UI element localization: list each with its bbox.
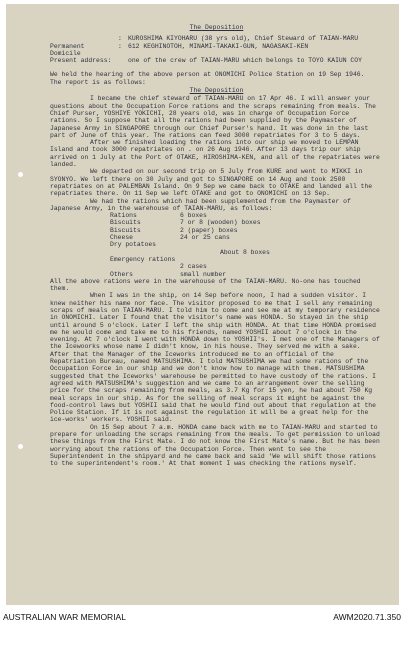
header-sep xyxy=(118,57,128,64)
punch-hole xyxy=(18,172,23,177)
body-paragraph: We departed on our second trip on 5 July from KURE and went to MIKKI in SYONYO. We left there on 30 July and got to SINGAPORE on 14 Aug and took 2500 repatriates on at PALEMBAN Island. On 9 Sep we came back to OTAKE and landed all the repatriates there. On 11 Sep we left OTAKE and got to ONOMICHI on 13 Sep. xyxy=(50,168,373,198)
intro-paragraph: The report is as follows: xyxy=(50,78,146,86)
archive-id: AWM2020.71.350 xyxy=(333,612,401,622)
section-heading: The Deposition xyxy=(189,87,244,95)
header-label: Permanent Domicile xyxy=(50,42,85,57)
body-paragraph: After we finished loading the rations into our ship we moved to LEMPAN Island and took 3000 repatriates on . on 26 Aug 1946. After 13 days trip our ship arrived on 1 July at the Port of OTAKE, HIROSHIMA-KEN, and all of the repatriates were landed. xyxy=(50,139,380,169)
list-item: Biscuits 2 (paper) boxes xyxy=(110,226,238,234)
header-row xyxy=(50,57,383,64)
header-label: Present address: xyxy=(50,57,112,65)
header-block xyxy=(50,35,383,64)
intro-paragraph: We held the hearing of the above person at ONOMICHI Police Station on 19 Sep 1946. xyxy=(50,71,365,79)
list-item: About 8 boxes xyxy=(220,248,270,256)
list-item: Others small number xyxy=(110,270,227,278)
list-item: Biscuits 7 or 8 (wooden) boxes xyxy=(110,219,261,227)
header-sep: : xyxy=(118,42,122,50)
document-page xyxy=(6,4,399,605)
header-label xyxy=(50,35,118,42)
document-title: The Deposition xyxy=(189,24,244,31)
body-paragraph: On 15 Sep about 7 a.m. HONDA came back with me to TAIAN-MARU and started to prepare for unloading the scraps remaining from the meals. To get permission to unload these things from the First Mate. I do not know the First Mate's name. But he has been worrying about the rations of the Occupation Force. Then went to see the Superintendent in the shipyard and he came back and said 'We will shift those rations to the superintendent's room.' At that moment I was checking the rations myself. xyxy=(50,423,380,468)
punch-hole xyxy=(18,444,23,449)
header-value: KUROSHIMA KIYOHARU (38 yrs old), Chief Steward of TAIAN-MARU xyxy=(128,35,359,43)
header-row xyxy=(50,35,383,42)
header-row xyxy=(50,43,383,58)
rations-list xyxy=(110,212,383,278)
header-value: 612 KEGHINOTOH, MINAMI-TAKAKI-GUN, NAGASAKI-KEN xyxy=(128,42,309,50)
list-item: Emergency rations xyxy=(110,255,176,263)
list-item: Rations 6 boxes xyxy=(110,212,207,220)
header-sep: : xyxy=(118,35,122,43)
list-item: 2 cases xyxy=(180,263,207,271)
header-value: one of the crew of TAIAN-MARU which belongs to TOYO KAIUN COY xyxy=(128,57,362,65)
body-paragraph: We had the rations which had been supplemented from the Paymaster of Japanese Army, in the warehouse of TAIAN-MARU, as follows: xyxy=(50,197,351,212)
body-paragraph: I became the chief steward of TAIAN-MARU on 17 Apr 46. I will answer your questions about the Occupation Force rations and the scraps remaining from meals. The Chief Purser, YOSHIYE YOKICHI, 28 years old, was in charge of Occupation Force rations. So I suppose that all the rations had been supplied by the Paymaster of Japanese Army in SINGAPORE through our Chief Purser's hand. It was done in the last part of June of this year. The rations can feed 3000 repatriates for 3 to 5 days. xyxy=(50,95,376,139)
body-paragraph: All the above rations were in the warehouse of the TAIAN-MARU. No-one has touched them. xyxy=(50,277,361,293)
list-item: Cheese 24 or 25 cans xyxy=(110,234,230,242)
body-paragraph: When I was in the ship, on 14 Sep before noon, I had a sudden visitor. I knew neither his name nor face. The visitor proposed to me that I sell any remaining scraps of meals on TAIAN-MARU. I told him to come and see me at my temporary residence in ONOMICHI. Later I found that the visitor's name was HONDA. So stayed in the ship until around 5 o'clock. Later I left the ship with HONDA. At that time HONDA promised me he would come and take me to his friends, named YOSHII about 7 o'clock in the evening. At 7 o'clock I went with HONDA down to YOSHII's. I met one of the Managers of the Icewoorks whose name I didn't know, in his house. They served me with a sake. After that the Manager of the Iceworks introduced me to an official of the Repatriation Bureau, named MATSUSHIMA. I told MATSUSHIMA we had some rations of the Occupation Force in our ship and we don't know how to manage with them. MATSUSHIMA suggested that the Iceworks' warehouse be permitted to have custody of the rations. I agreed with MATSUSHIMA's suggestion and we came to an arrangement over the selling price for the scraps remaining from meals, as 3.7 Kg for 15 yen, he had about 750 Kg meal scraps in our ship. As for the selling of meal scraps it might be against the food-control laws but YOSHII said that he would find out about that regulation at the Police Station. If it is not against the regulation it will be a great help for the ice-works' workers. YOSHII said. xyxy=(50,292,380,424)
list-item: Dry potatoes xyxy=(110,241,157,249)
archive-footer xyxy=(0,612,405,626)
archive-name: AUSTRALIAN WAR MEMORIAL xyxy=(3,612,126,622)
